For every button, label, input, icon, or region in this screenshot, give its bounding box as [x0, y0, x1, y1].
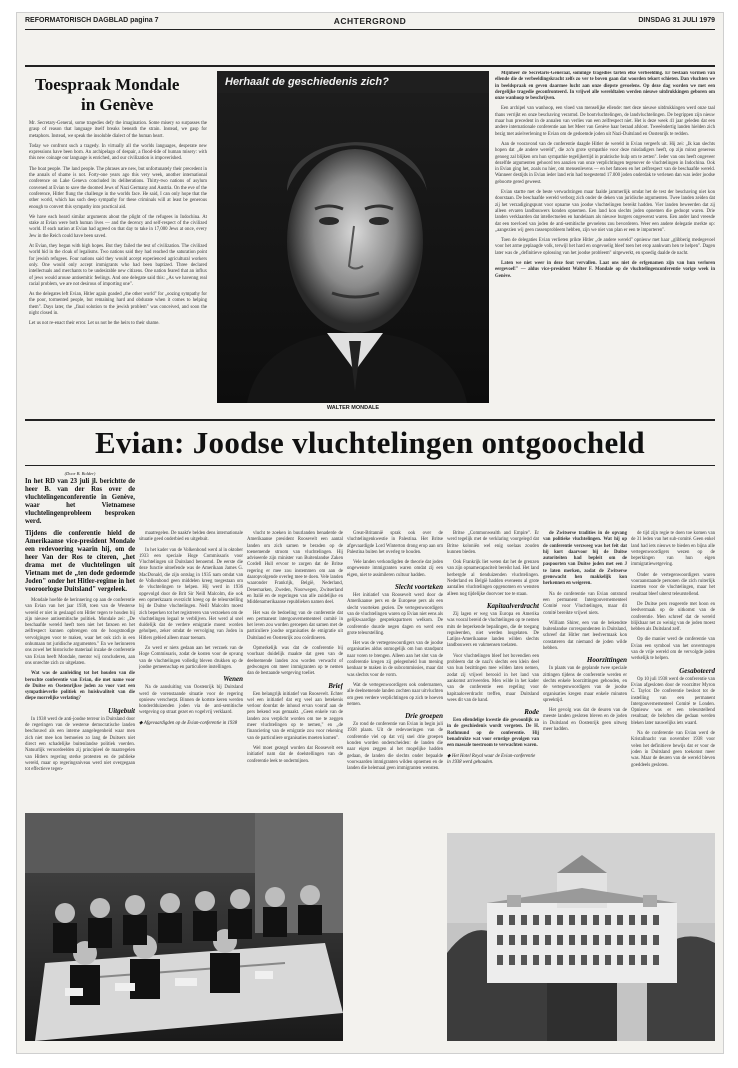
- article-paragraph: Zo werd er niets gedaan aan het verzoek van de Hoge Commissaris, zodat de kosten voor de opvang van de vluchtelingen volledig bleven drukken op de joodse gemeenschap en particuliere instellingen.: [139, 646, 243, 670]
- article-column-5: [447, 469, 539, 829]
- speech-paragraph: Today we confront such a tragedy. In virtually all the worlds languages, desperate new expressions have been born. An archipelago of despair, a flood-tide of human misery: with this new coinage our language is enriched, and our civilization is impoverished.: [29, 143, 207, 162]
- column-4-body: [347, 531, 443, 579]
- article-paragraph: William Shirer, een van de bekendste buitenlandse correspondenten in Duitsland, schreef dat Hitler met leedvermaak kon constateren dat niemand de joden wilde hebben.: [543, 620, 627, 652]
- column-6-body-2: [543, 666, 627, 733]
- article-paragraph: Vele landen verkondigden de theorie dat joden ongewenste immigranten waren omdat zij een eigen, niet te assimileren cultuur hadden.: [347, 560, 443, 578]
- intro-bold-2: Tijdens die conferentie hield de Amerikaanse vice-president Mondale een redevoering waarin hij, om de heer Van der Ros te citeren, „het drama met de vluchtelingen uit Vietnam met de „ten dode gedoemde Joden" onder het Hitler-regime in het vooroorlogse Duitsland" vergeleek.: [25, 530, 135, 593]
- speech-body: [25, 121, 211, 328]
- conference-photo: [25, 813, 343, 1041]
- article-paragraph: Wat was de aanleiding tot het houden van die beruchte conferentie van Evian, die met name voor de Duitse en Oostenrijkse joden zo voor vast een sympathieverlie politiek en huiskwaliteit van die diepe morrelijke verlating?: [25, 671, 135, 702]
- subhead-kapitaal: Kapitaalverdracht: [486, 601, 539, 610]
- translation-paragraph: Aan de vooravond van de conferentie daagde Hitler de wereld in Evian vergeefs uit. Hij zei: „Ik kan slechts hopen dat „de andere wereld", die zo'n grote sympathie voor deze misdadigers heeft, op zijn minst genereus genoeg zal blijken om hun sympathie tegelijkertijd in praktische hulp om te zetten". Ieder van ons heeft ongeveer dezelfde argumenten gehoord ten aanzien van onze verplichtingen tegenover de vluchtelingen in Indochina. Ook in Evian ging het, zoals nu hier, om mensenlevens — en het fatsoen en het zelfrespect van de beschaafde wereld. Wanneer destijds in Evian ieder land erin had toegestemd 17.000 joden onderdak te verlenen dan was ieder joodse geboorte gered geweest.: [495, 141, 715, 185]
- article-paragraph: Een ellendelige kwestie die gewoonlijk zo in de geschiedenis wordt vergeten. De H. Rothmund op de conferentie. Hij benadrukte wat voor ernstige gevolgen van een massale toestroom te verwachten waren.: [447, 718, 539, 749]
- subhead-uitgebuit: Uitgebuit: [108, 706, 135, 715]
- translation-paragraph: Toen de delegaties Evian verlieten prikte Hitler „de andere wereld" opnieuw met haar „glibberig medegevoel voor het arme geplaagde volk, terwijl het hard en ongevoelig bleef toen het erop aankwam hen te helpen". Dagen later was de „definitieve oplossing van het joodse probleem" uitgewerkt, en spoedig daalde de nacht.: [495, 238, 715, 256]
- photo-caption-right: ◆ Het Hotel Royal waar de Evian-conferentie in 1938 werd gehouden.: [447, 753, 536, 765]
- section-title: ACHTERGROND: [333, 16, 407, 26]
- article-paragraph: Opmerkelijk was dat de conferentie bij voorbaat duidelijk maakte dat geen van de deelnemende landen zou worden verwacht of gedwongen om meer immigranten op te nemen dan de bestaande wetgeving toeliet.: [247, 646, 343, 677]
- photo-caption-left: ◆ Afgevaardigden op de Evian-conferentie in 1938: [139, 720, 238, 726]
- column-5-body: [447, 531, 539, 598]
- article-paragraph: In 1938 werd de anti-joodse terreur in Duitsland door de regeringen van de westerse democratische landen beschouwd als een interne aangelegenheid waar men zich niet mee kon bemoeien zo lang de Duitsers niet direct een schadelijke buitenlandse politiek voerden. Natuurlijk veroordeelden zij principieel de maatregelen van Hitlers regering sterke protesten en de publieke wereld, maar op regeringsniveau werd niet overgegaan tot effectieve tegen-: [25, 716, 135, 773]
- article-paragraph: Na de conferentie van Evian werd de Kristallnacht van november 1938 voor velen het definitieve bewijs dat er voor de joden in Duitsland geen toekomst meer was. Maar de deuren van de wereld bleven goeddeels gesloten.: [631, 731, 715, 768]
- subhead-slecht: Slecht voorteken: [394, 583, 443, 592]
- column-6-body: [543, 531, 627, 652]
- article-paragraph: Op 10 juli 1938 werd de conferentie van Evian afgesloten door de voorzitter Myron C. Taylor. De conferentie besloot tot de instelling van een permanent Intergouvernementeel Comité te Londen. Opnieuw was er een teleurstellend resultaat; de beloften die gedaan werden bleken later nauwelijks iets waard.: [631, 676, 715, 726]
- speech-title-line1: Toespraak Mondale: [35, 75, 180, 94]
- article-paragraph: Mondale hoefde de herinnering op aan de conferentie van Evian van het jaar 1938, toen van de Westerse wereld er niet in geslaagd om Hitler tegen te houden bij zijn nieuwe antisemitische politiek. Mondale zei: „De beschaafde wereld heeft toen niet het fatsoen en het zelfrespect kunnen opbrengen om de hoogstnodige vervolgingen voor te maken, waar het ook zich in een onhumaan tot juridische argumenten." En we herinneren ons zowel het historische materiaal inzake de conferentie van Evian heeft Mondale, mentor wij concluderen, aan ons onrechte zich zo uitgelaten.: [25, 598, 135, 666]
- caption-left-text: Afgevaardigden op de Evian-conferentie in 1938: [143, 720, 238, 726]
- article-paragraph: Het gevolg was dat de deuren van de meeste landen gesloten bleven en de joden in Duitsland en Oostenrijk geen uitweg meer hadden.: [543, 708, 627, 733]
- article-paragraph: de Zwitserse tradities in de opvang van politieke vluchtelingen. Wat hij op de conferentie verzweeg was het feit dat hij kort daarvoor bij de Duitse autoriteiten had bepleit om de paspoorten van Duitse joden met een J te laten merken, zodat de Zwitserse grenswacht hen makkelijk kon herkennen en weigeren.: [543, 531, 627, 587]
- column-2-body: [139, 531, 243, 671]
- translation-paragraph: Laten we niet weer in deze fout vervallen. Laat ons niet de erfgenamen zijn van hun verloren eergevoel!" — aldus vice-president Walter F. Mondale op de vluchtelingenconferentie vorige week in Genève.: [495, 261, 715, 279]
- article-column-6: [543, 469, 627, 829]
- article-paragraph: maatregelen. De naakt'e belden dens internationale situatie geed onderbied en uitgebuit.: [139, 531, 243, 543]
- article-paragraph: Na de aansluiting van Oostenrijk bij Duitsland werd de vorenstaande situatie voor de regering opnieuw verscherpt. Binnen de kortste keren werden honderdduizenden joden via de anti-semitische wetgeving op straat gezet en vogelvrij verklaard.: [139, 685, 243, 716]
- photo-header: Herhaalt de geschiedenis zich?: [217, 71, 489, 93]
- speech-paragraph: As the delegates left Evian, Hitler again goaded „the other world" for „oozing sympathy for the poor, tormented people, but remaining hard and obdurate when it comes to helping them". Days later, the „final solution to the jewish problem" was conceived, and soon the night closed in.: [29, 292, 207, 317]
- headline-rule-bottom: [25, 465, 715, 466]
- hotel-royal-photo: [447, 833, 715, 1041]
- article-paragraph: Voor vluchtelingen bleef het bovendien een probleem dat de nazi's slechts een klein deel van hun bezittingen mee wilden laten nemen, zodat zij vrijwel berooid in het land van aankomst arriveerden. Men wilde in het kader van de conferentie een regeling voor kapitaaloverdracht treffen, maar Duitsland wees dit van de hand.: [447, 653, 539, 703]
- page-header: [25, 17, 715, 27]
- column-2-body-2: [139, 685, 243, 716]
- article-paragraph: Na de conferentie van Evian ontstond een permanent Intergouvernementeel Comité voor Vluchtelingen, maar dit comité bereikte vrijwel niets.: [543, 591, 627, 616]
- header-rule: [25, 29, 715, 30]
- intro-bold: In het RD van 23 juli jl. berichtte de heer B. van der Ros over de vluchtelingenconferentie in Genève, waar het Vietnamese vluchtelingenprobleem besproken werd.: [25, 478, 135, 525]
- column-4-body-2: [347, 593, 443, 708]
- speech-title-line2: in Genève: [81, 95, 154, 114]
- subhead-gesaboteerd: Gesaboteerd: [679, 666, 715, 675]
- column-5-body-3: [447, 718, 539, 749]
- speech-paragraph: We have each heard similar arguments about the plight of the refugees in Indochina. At stake at Evian were both human lives — and the decency and self-respect of the civilized world. If each nation at Evian had agreed on that day to take in 17,000 Jews at once, every Jew in the Reich could have been saved.: [29, 214, 207, 239]
- article-paragraph: Het initiatief van Roosevelt werd door de Amerikaanse pers en de Europese pers als een slecht voorteken gezien. De vertegenwoordigers van de vluchtelingen waren op Evian niet eens als gelijkwaardige gesprekspartners welkom. De conferentie duurde negen dagen en werd een grote teleurstelling.: [347, 593, 443, 636]
- article-paragraph: Ook Frankrijk liet weten dat het de grenzen van zijn opnamecapaciteit bereikt had. Het land herbergde al tienduizenden vluchtelingen. Nederland en België hadden eveneens al grote aantallen vluchtelingen opgenomen en wensten alleen nog tijdelijke doorvoer toe te staan.: [447, 560, 539, 597]
- speech-title: [35, 75, 211, 115]
- speech-paragraph: Let us not re-enact their error. Let us not be the heirs to their shame.: [29, 321, 160, 327]
- article-paragraph: Wat de vertegenwoordigers ook ondernamen, alle deelnemende landen zochten naar uitvluchten om geen verdere verplichtingen op zich te hoeven nemen.: [347, 682, 443, 707]
- top-section-rule: [25, 65, 715, 67]
- article-paragraph: de tijd zijn regie te doen toe komen van de 31 leden van het sub-comité. Geen enkel land had iets nieuws te bieden en bijna alle vertegenwoordigers wezen op de beperkingen van hun eigen immigratiewetgeving.: [631, 531, 715, 568]
- speech-box: [25, 71, 211, 401]
- subhead-wenen: Wenen: [223, 675, 243, 684]
- article-paragraph: In plaats van de geplande twee speciale zittingen tijdens de conferentie werden er slechts enkele hoorzittingen gehouden, en de vertegenwoordigers van de joodse organisaties kregen maar enkele minuten spreektijd.: [543, 666, 627, 703]
- article-paragraph: In het kader van de Volkenbond werd al in oktober 1933 een speciale Hoge Commissaris voor Vluchtelingen uit Duitsland benoemd. De eerste die deze functie uitoefende was de Amerikaan James G. MacDonald, die zijn ontslag in 1935 nam omdat van de Volkenbond geen middelen kreeg toegestaan om de vluchtelingen te helpen. Hij werd in 1936 opgevolgd door de Brit Sir Neill Malcolm, die ook een opmerkzaam overzicht kreeg op de teleurstelling bij de Duitse vluchtelingen. Neill Malcolm moest zich beperken tot het registreren van verzoeken om de vluchtelingen legaal te verblijven. Het werd al snel duidelijk dat de verdere emigratie moest worden geholpen, zeker omdat de vervolging van Joden in Hitlers gebied alleen maar toenam.: [139, 547, 243, 641]
- main-headline: Evian: Joodse vluchtelingen ontgoocheld: [95, 425, 645, 460]
- article-paragraph: Zo rond de conferentie van Evian in begin juli 1938 plaats. Uit de redevoeringen van de conferentie viel op dat vrij snel drie groepen konden worden onderscheiden: de landen die naar eigen zeggen al het mogelijke hadden gedaan, de landen die slechts onder bepaalde voorwaarden immigranten wilden opnemen en de landen die helemaal geen immigranten wensten.: [347, 722, 443, 772]
- hotel-image: [447, 833, 715, 1041]
- column-5-body-2: [447, 612, 539, 704]
- article-column-3: [247, 469, 343, 809]
- article-column-2: [139, 469, 243, 809]
- mondale-photo: [217, 71, 489, 403]
- paper-name: REFORMATORISCH DAGBLAD pagina 7: [25, 17, 159, 24]
- byline: (Door B. Bolder): [64, 471, 96, 476]
- newspaper-page: [16, 12, 724, 1054]
- article-paragraph: Op die manier werd de conferentie van Evian een symbool van het onvermogen van de vrije wereld om de vervolgde joden werkelijk te helpen.: [631, 637, 715, 662]
- article-paragraph: Het was de bedoeling van de conferentie dat een permanent intergouvernementeel comité in het leven zou worden geroepen dat samen met de particuliere joodse organisaties de emigratie uit Duitsland en Oostenrijk zou coördineren.: [247, 610, 343, 641]
- column-7-body-2: [631, 677, 715, 769]
- article-paragraph: Onder de vertegenwoordigers waren vooraanstaande personen die zich ruiterlijk inzetten voor de vluchtelingen, maar het resultaat bleef uiterst teleurstellend.: [631, 572, 715, 597]
- article-column-7: [631, 469, 715, 829]
- column-1-body-2: [25, 717, 135, 774]
- column-3-body: [247, 531, 343, 678]
- headline-rule-top: [25, 419, 715, 421]
- article-column-4: [347, 469, 443, 1045]
- translation-paragraph: Evian startte met de beste verwachtingen maar faalde jammerlijk omdat het de test der beschaving niet kon doorstaan. De beschaafde wereld verborg zich onder de deken van juridische argumenten. Twee landen zeiden dat zij het verzadigingspunt voor opname van joodse vluchtelingen bereikt hadden. Vier landen beweerden dat zij alleen ervaren landbouwers konden opnemen. Een land kon slechts joden opnemen die gedoopt waren. Drie landen verklaarden dat intellectuelen en handelaars als nieuwe burgers ongewenst waren. Een ander land vreesde dat een toevloed van joden de anti-semitische gevoelens zou bevorderen. Weer een andere delegatie merkte op: „aangezien wij geen rassenprobleem hebben, zijn we niet van plan er een te importeren".: [495, 190, 715, 233]
- speech-paragraph: Mr. Secretary-General, some tragedies defy the imagination. Some misery so surpasses the grasp of reason that language itself breaks beneath the strain. Instead, we gasp for metaphors. Instead, we speak the insoluble dialect of the human heart.: [29, 121, 207, 139]
- subhead-rode: Rode: [524, 708, 539, 717]
- column-3-body-2: [247, 692, 343, 765]
- translation-column: [495, 71, 715, 401]
- conference-image: [25, 813, 343, 1041]
- article-paragraph: Zij lagen er weg van Europa en Amerika was vooral bereid de vluchtelingen op te nemen mits de beperkende bepalingen, die de toegang reguleerden, niet werden losgelaten. De Latijns-Amerikaanse landen wilden slechts landbouwers en vakmensen toelaten.: [447, 611, 539, 649]
- article-paragraph: Great-Britannië sprak ook over de vluchtelingenkwestie in Palestina. Het Britse afgevaardigde Lord Winterton drong erop aan om Palestina buiten het overleg te houden.: [347, 531, 443, 555]
- subhead-brief: Brief: [328, 681, 343, 690]
- column-7-body: [631, 531, 715, 663]
- speech-paragraph: The boat people. The land people. The phrases are new, but unfortunately their precedent in the annals of shame is not. Forty-one years ago this very week, another international conference on Lake Geneva concluded its deliberations. Thirty-two nations of asylum convened at Evian to save the doomed Jews of Nazi Germany and Austria. On the eve of the conference, Hitler flung the challenge in the worlds face. He said, I can only hope that the other world, which has such deep sympathy for these criminals will at least be generous enough to convert this sympathy into practical aid.: [29, 166, 207, 210]
- column-1-body: [25, 598, 135, 703]
- article-column-1: [25, 469, 135, 809]
- caption-right-text: Het Hotel Royal waar de Evian-conferentie in 1938 werd gehouden.: [447, 753, 536, 765]
- article-paragraph: Britse „Commonwealth and Empire". Er werd tegelijk met de verklaring voorgelegd dat Britse koloniën wel enig soelaas zouden kunnen bieden.: [447, 531, 539, 555]
- column-4-body-3: [347, 722, 443, 772]
- photo-caption: WALTER MONDALE: [326, 405, 380, 411]
- article-paragraph: Wel moet gezegd worden dat Roosevelt een initiatief nam dat de doelstellingen van de conferentie leek te ondermijnen.: [247, 745, 343, 764]
- article-paragraph: vlucht te zoeken in buurlanden benaderde de Amerikaanse president Roosevelt een aantal landen om zich samen te beraden op de toenemende stroom van vluchtelingen. Hij adviseerde zijn minister van Buitenlandse Zaken Cordell Hull ervoor te zorgen dat de Britse regering er mee zou instemmen om aan de daaropvolgende overleg mee te doen. Vele landen waaronder Frankrijk, België, Nederland, Denemarken, Zweden, Noorwegen, Zwitserland en Italië en de regeringen van alle zuidelijke en Middenamerikaanse republieken namen deel.: [247, 531, 343, 606]
- article-paragraph: De Duitse pers reageerde met hoon en leedvermaak op de uitkomst van de conferentie. Men schreef dat de wereld blijkbaar net zo weinig van de joden moest hebben als Duitsland zelf.: [631, 601, 715, 633]
- speech-paragraph: At Evian, they began with high hopes. But they failed the test of civilization. The civilized world hid in the cloak of legalisms. Two nations said they had reached the saturation point for jewish refugees. Four nations said they would accept experienced agricultural workers only. One would only accept immigrants who had been baptized. Three declared intellectuals and merchants to be undesirable new citizens. One nation feared that an influx of jews would arouse antisemitic feelings. And one delegate said this: „As we havenng real racial problem, we are not desirous of importing one".: [29, 244, 207, 287]
- subhead-drie: Drie groepen: [405, 712, 443, 721]
- article-paragraph: Een belangrijk initiatief van Roosevelt. Echter wel een initiatief dat erg veel aan betekenis verloor doordat de inhoud ervan vooraf aan de pers bekend was gemaakt. „Geen enkele van de landen zou verplicht worden om toe te zeggen meer vluchtelingen op te nemen," en „de financiering van de emigratie zou voor rekening van de particuliere organisaties moeten komen".: [247, 691, 343, 741]
- subhead-hoor: Hoorzittingen: [586, 656, 627, 665]
- issue-date: DINSDAG 31 JULI 1979: [638, 17, 715, 24]
- translation-paragraph: Mijnheer de Secretaris-Generaal, sommige tragedies tarten elke verbeelding. Er bestaan vormen van ellende die de verbeeldingskracht zelfs zo ver te boven gaan dat woorden tekort schieten. Dan vluchten we in beeldspraak en geven daarmee lucht aan onze diepste gevoelens. Op deze dag worden we met een dergelijke tragedie geconfronteerd. In vrijwel alle wereldtalen werden nieuwe uitdrukkingen geboren om onze wanhoop te beschrijven.: [495, 71, 715, 102]
- mondale-portrait: [217, 71, 489, 403]
- translation-paragraph: Een archipel van wanhoop, een vloed van menselijke ellende: met deze nieuwe uitdrukkingen werd onze taal thans verrijkt en onze beschaving verarmd. De bootvluchtelingen, de landvluchtelingen. De begrippen zijn nieuw maar hun precedent in de annalen van verlies van een zelfrespect niet. Het is deze week 41 jaar geleden dat een andere internationale conferentie aan het Meer van Genève haar beraad afsloot. Tweeëndertig landen hielden zich bezig met asielverlening te Evian om de gedoemde joden uit Nazi-Duitsland en Oostenrijk te redden.: [495, 106, 715, 137]
- article-paragraph: Het was de vertegenwoordigers van de joodse organisaties aldus onmogelijk om hun standpunt naar voren te brengen. Alleen aan het slot van de conferentie kregen zij gelegenheid hun mening kenbaar te maken in de subcommissies, maar dat was slechts voor de vorm.: [347, 641, 443, 678]
